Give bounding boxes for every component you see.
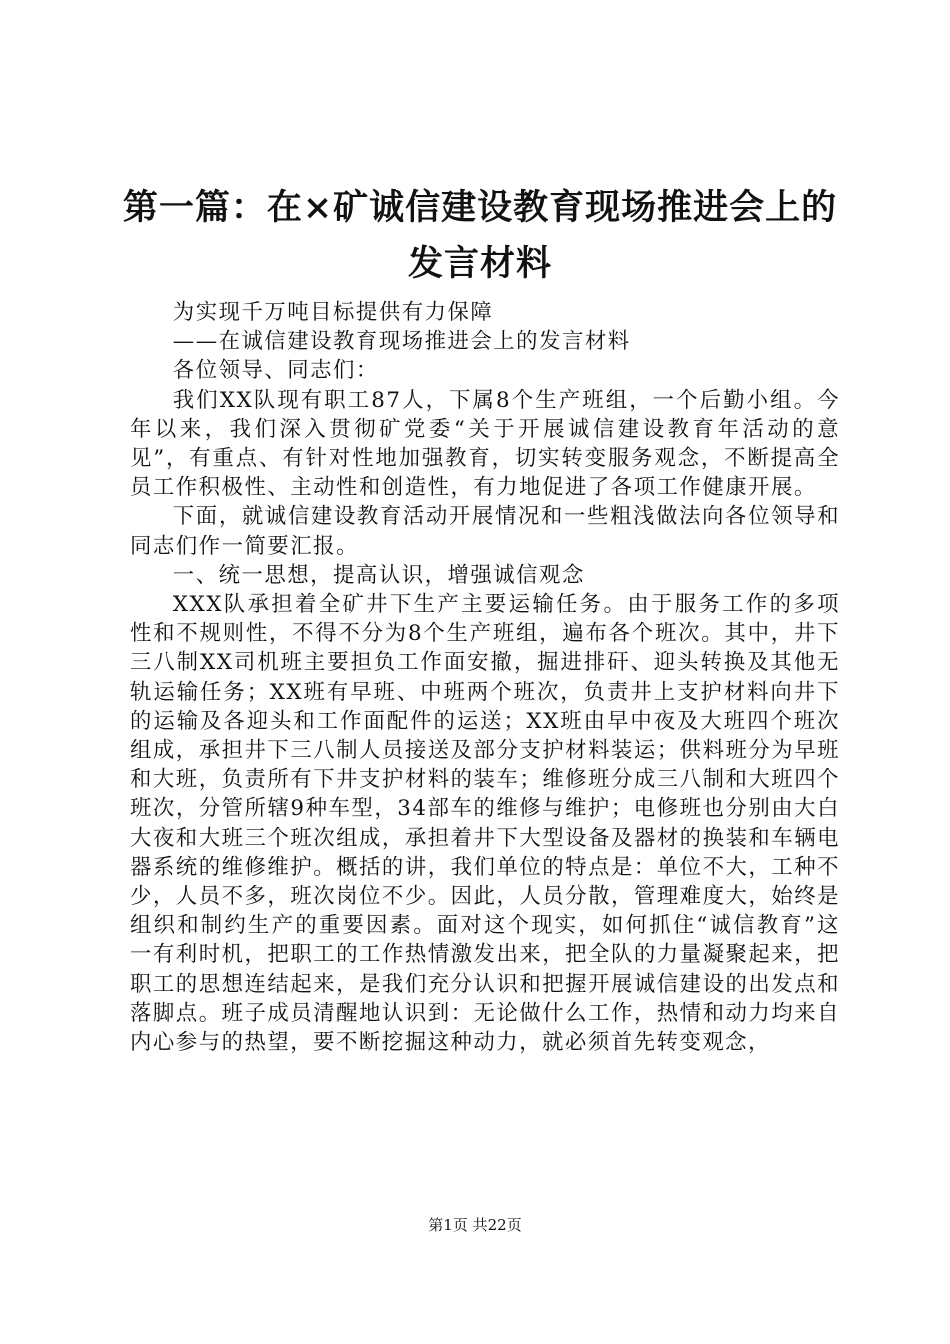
section-heading: 一、统一思想，提高认识，增强诚信观念: [172, 562, 585, 588]
paragraph-report: 下面，就诚信建设教育活动开展情况和一些粗浅做法向各位领导和同志们作一简要汇报。: [130, 504, 840, 559]
subtitle-note: ——在诚信建设教育现场推进会上的发言材料: [172, 329, 631, 355]
paragraph-intro: 我们XX队现有职工87人，下属8个生产班组，一个后勤小组。今年以来，我们深入贯彻矿党委“关于开展诚信建设教育年活动的意见”，有重点、有针对性地加强教育，切实转变服务观念，不断提高全员工作积极性、主动性和创造性，有力地促进了各项工作健康开展。: [130, 387, 840, 501]
document-body: [130, 298, 840, 1057]
title-line-1: 第一篇：在×矿诚信建设教育现场推进会上的: [122, 187, 838, 228]
salutation: 各位领导、同志们：: [172, 358, 379, 384]
page-footer: 第1页 共22页: [428, 1216, 522, 1234]
subtitle: 为实现千万吨目标提供有力保障: [172, 300, 494, 325]
paragraph-main: XXX队承担着全矿井下生产主要运输任务。由于服务工作的多项性和不规则性，不得不分为8个生产班组，遍布各个班次。其中，井下三八制XX司机班主要担负工作面安撤，掘进排矸、迎头转换及其他无轨运输任务；XX班有早班、中班两个班次，负责井上支护材料向井下的运输及各迎头和工作面配件的运送；XX班由早中夜及大班四个班次组成，承担井下三八制人员接送及部分支护材料装运；供料班分为早班和大班，负责所有下井支护材料的装车；维修班分成三八制和大班四个班次，分管所辖9种车型，34部车的维修与维护；电修班也分别由大白大夜和大班三个班次组成，承担着井下大型设备及器材的换装和车辆电器系统的维修维护。概括的讲，我们单位的特点是：单位不大，工种不少，人员不多，班次岗位不少。因此，人员分散，管理难度大，始终是组织和制约生产的重要因素。面对这个现实，如何抓住“诚信教育”这一有利时机，把职工的工作热情激发出来，把全队的力量凝聚起来，把职工的思想连结起来，是我们充分认识和把握开展诚信建设的出发点和落脚点。班子成员清醒地认识到：无论做什么工作，热情和动力均来自内心参与的热望，要不断挖掘这种动力，就必须首先转变观念，: [130, 592, 840, 1056]
title-line-2: 发言材料: [407, 243, 552, 284]
document-title: [110, 180, 850, 292]
